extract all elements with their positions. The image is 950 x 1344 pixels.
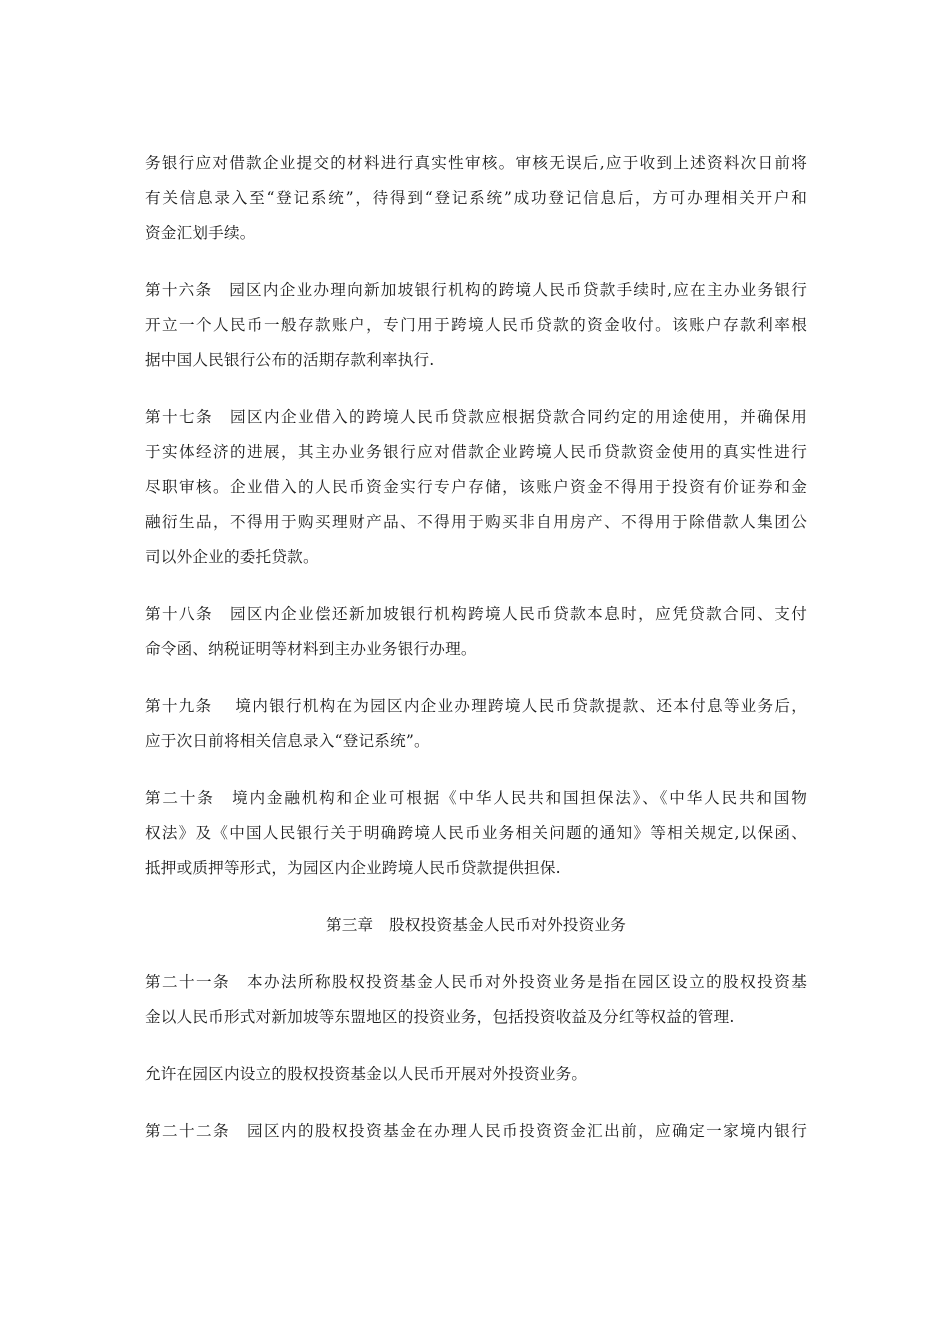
paragraph-article-20 xyxy=(145,781,807,886)
text-line: 第十六条 园区内企业办理向新加坡银行机构的跨境人民币贷款手续时,应在主办业务银行 xyxy=(145,281,807,299)
text-line: 有关信息录入至“登记系统”，待得到“登记系统”成功登记信息后，方可办理相关开户和 xyxy=(145,189,807,207)
text-line: 第十七条 园区内企业借入的跨境人民币贷款应根据贷款合同约定的用途使用，并确保用 xyxy=(145,408,807,426)
paragraph-article-22 xyxy=(145,1114,807,1149)
paragraph-article-15-continued xyxy=(145,146,807,251)
paragraph-article-17 xyxy=(145,400,807,575)
text-line: 命令函、纳税证明等材料到主办业务银行办理。 xyxy=(145,640,477,658)
text-line: 第二十二条 园区内的股权投资基金在办理人民币投资资金汇出前，应确定一家境内银行 xyxy=(145,1122,807,1140)
text-line: 第十九条 境内银行机构在为园区内企业办理跨境人民币贷款提款、还本付息等业务后， xyxy=(145,697,807,715)
document-page xyxy=(145,146,807,1171)
text-line: 第二十条 境内金融机构和企业可根据《中华人民共和国担保法》、《中华人民共和国物 xyxy=(145,789,807,807)
text-line: 允许在园区内设立的股权投资基金以人民币开展对外投资业务。 xyxy=(145,1065,588,1083)
paragraph-article-21 xyxy=(145,965,807,1035)
text-line: 司以外企业的委托贷款。 xyxy=(145,548,319,566)
text-line: 权法》及《中国人民银行关于明确跨境人民币业务相关问题的通知》等相关规定,以保函、 xyxy=(145,824,807,842)
paragraph-article-19 xyxy=(145,689,807,759)
text-line: 开立一个人民币一般存款账户，专门用于跨境人民币贷款的资金收付。该账户存款利率根 xyxy=(145,316,807,334)
text-line: 应于次日前将相关信息录入“登记系统”。 xyxy=(145,732,430,750)
text-line: 于实体经济的进展，其主办业务银行应对借款企业跨境人民币贷款资金使用的真实性进行 xyxy=(145,443,807,461)
text-line: 融衍生品，不得用于购买理财产品、不得用于购买非自用房产、不得用于除借款人集团公 xyxy=(145,513,807,531)
text-line: 第二十一条 本办法所称股权投资基金人民币对外投资业务是指在园区设立的股权投资基 xyxy=(145,973,807,991)
text-line: 务银行应对借款企业提交的材料进行真实性审核。审核无误后,应于收到上述资料次日前将 xyxy=(145,154,807,172)
paragraph-article-21-clause-2 xyxy=(145,1057,807,1092)
text-line: 抵押或质押等形式，为园区内企业跨境人民币贷款提供担保. xyxy=(145,859,561,877)
chapter-heading: 第三章 股权投资基金人民币对外投资业务 xyxy=(325,916,627,934)
text-line: 资金汇划手续。 xyxy=(145,224,256,242)
text-line: 据中国人民银行公布的活期存款利率执行. xyxy=(145,351,435,369)
text-line: 金以人民币形式对新加坡等东盟地区的投资业务，包括投资收益及分红等权益的管理. xyxy=(145,1008,735,1026)
paragraph-article-18 xyxy=(145,597,807,667)
text-line: 第十八条 园区内企业偿还新加坡银行机构跨境人民币贷款本息时，应凭贷款合同、支付 xyxy=(145,605,807,623)
text-line: 尽职审核。企业借入的人民币资金实行专户存储，该账户资金不得用于投资有价证券和金 xyxy=(145,478,807,496)
paragraph-article-16 xyxy=(145,273,807,378)
